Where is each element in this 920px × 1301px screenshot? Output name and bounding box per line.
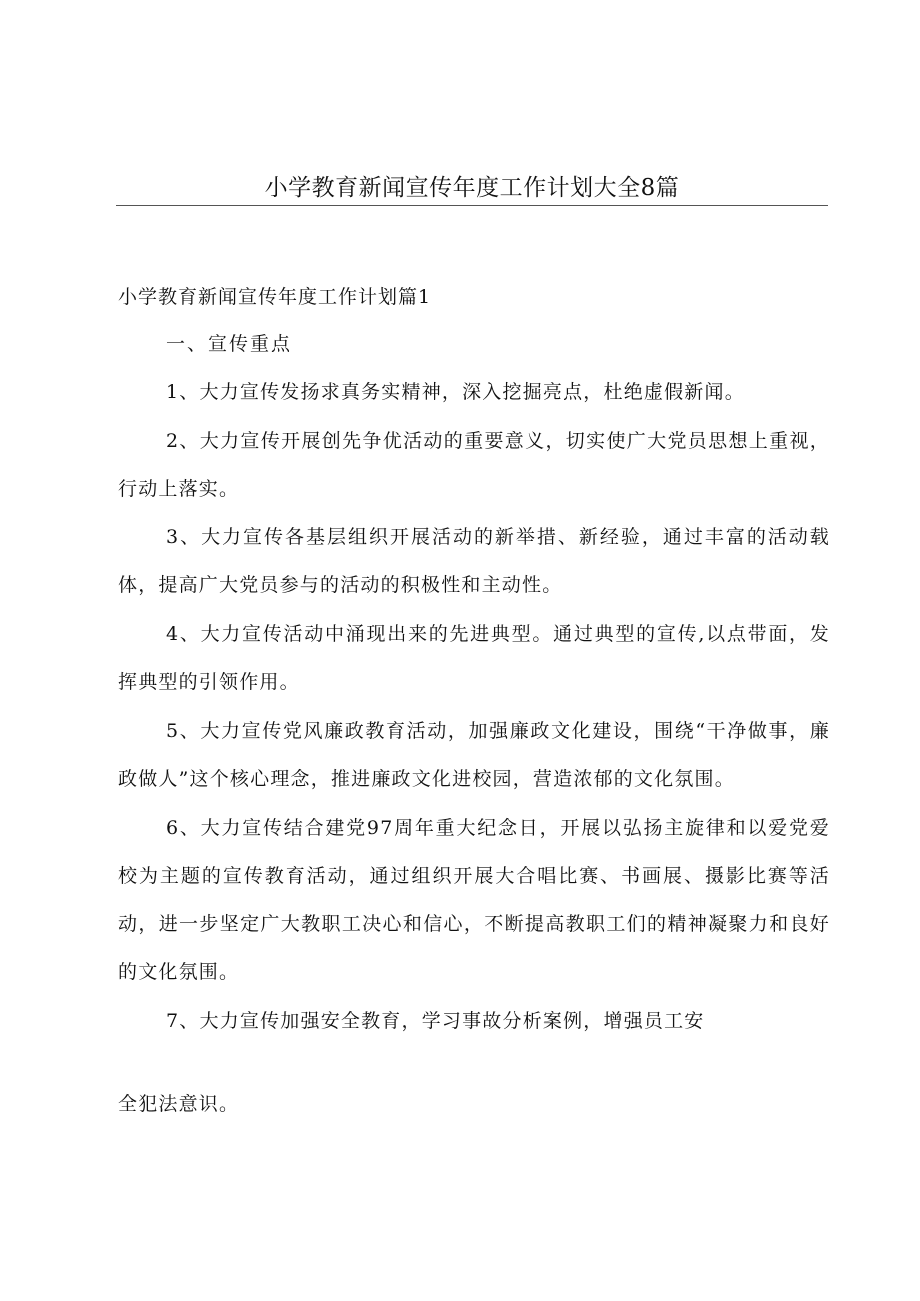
- sub-heading: 一、宣传重点: [166, 333, 293, 355]
- paragraph-4: 4、大力宣传活动中涌现出来的先进典型。通过典型的宣传,以点带面，发挥典型的引领作用。: [118, 623, 830, 693]
- paragraph-1: 1、大力宣传发扬求真务实精神，深入挖掘亮点，杜绝虚假新闻。: [166, 381, 745, 403]
- paragraph-3: 3、大力宣传各基层组织开展活动的新举措、新经验，通过丰富的活动载体，提高广大党员参与的活动的积极性和主动性。: [118, 526, 830, 596]
- document-title: 小学教育新闻宣传年度工作计划大全8篇: [264, 175, 680, 201]
- title-underline: [116, 205, 828, 206]
- paragraph-7: 7、大力宣传加强安全教育，学习事故分析案例，增强员工安: [166, 1010, 705, 1032]
- paragraph-5: 5、大力宣传党风廉政教育活动，加强廉政文化建设，围绕“干净做事，廉政做人”这个核心理念，推进廉政文化进校园，营造浓郁的文化氛围。: [118, 720, 830, 790]
- paragraph-7-continuation: 全犯法意识。: [118, 1093, 240, 1115]
- section-heading: 小学教育新闻宣传年度工作计划篇1: [118, 286, 432, 308]
- paragraph-2: 2、大力宣传开展创先争优活动的重要意义，切实使广大党员思想上重视，行动上落实。: [118, 430, 830, 500]
- paragraph-6: 6、大力宣传结合建党97周年重大纪念日，开展以弘扬主旋律和以爱党爱校为主题的宣传教育活动，通过组织开展大合唱比赛、书画展、摄影比赛等活动，进一步坚定广大教职工决心和信心，不断提高教职工们的精神凝聚力和良好的文化氛围。: [118, 817, 830, 983]
